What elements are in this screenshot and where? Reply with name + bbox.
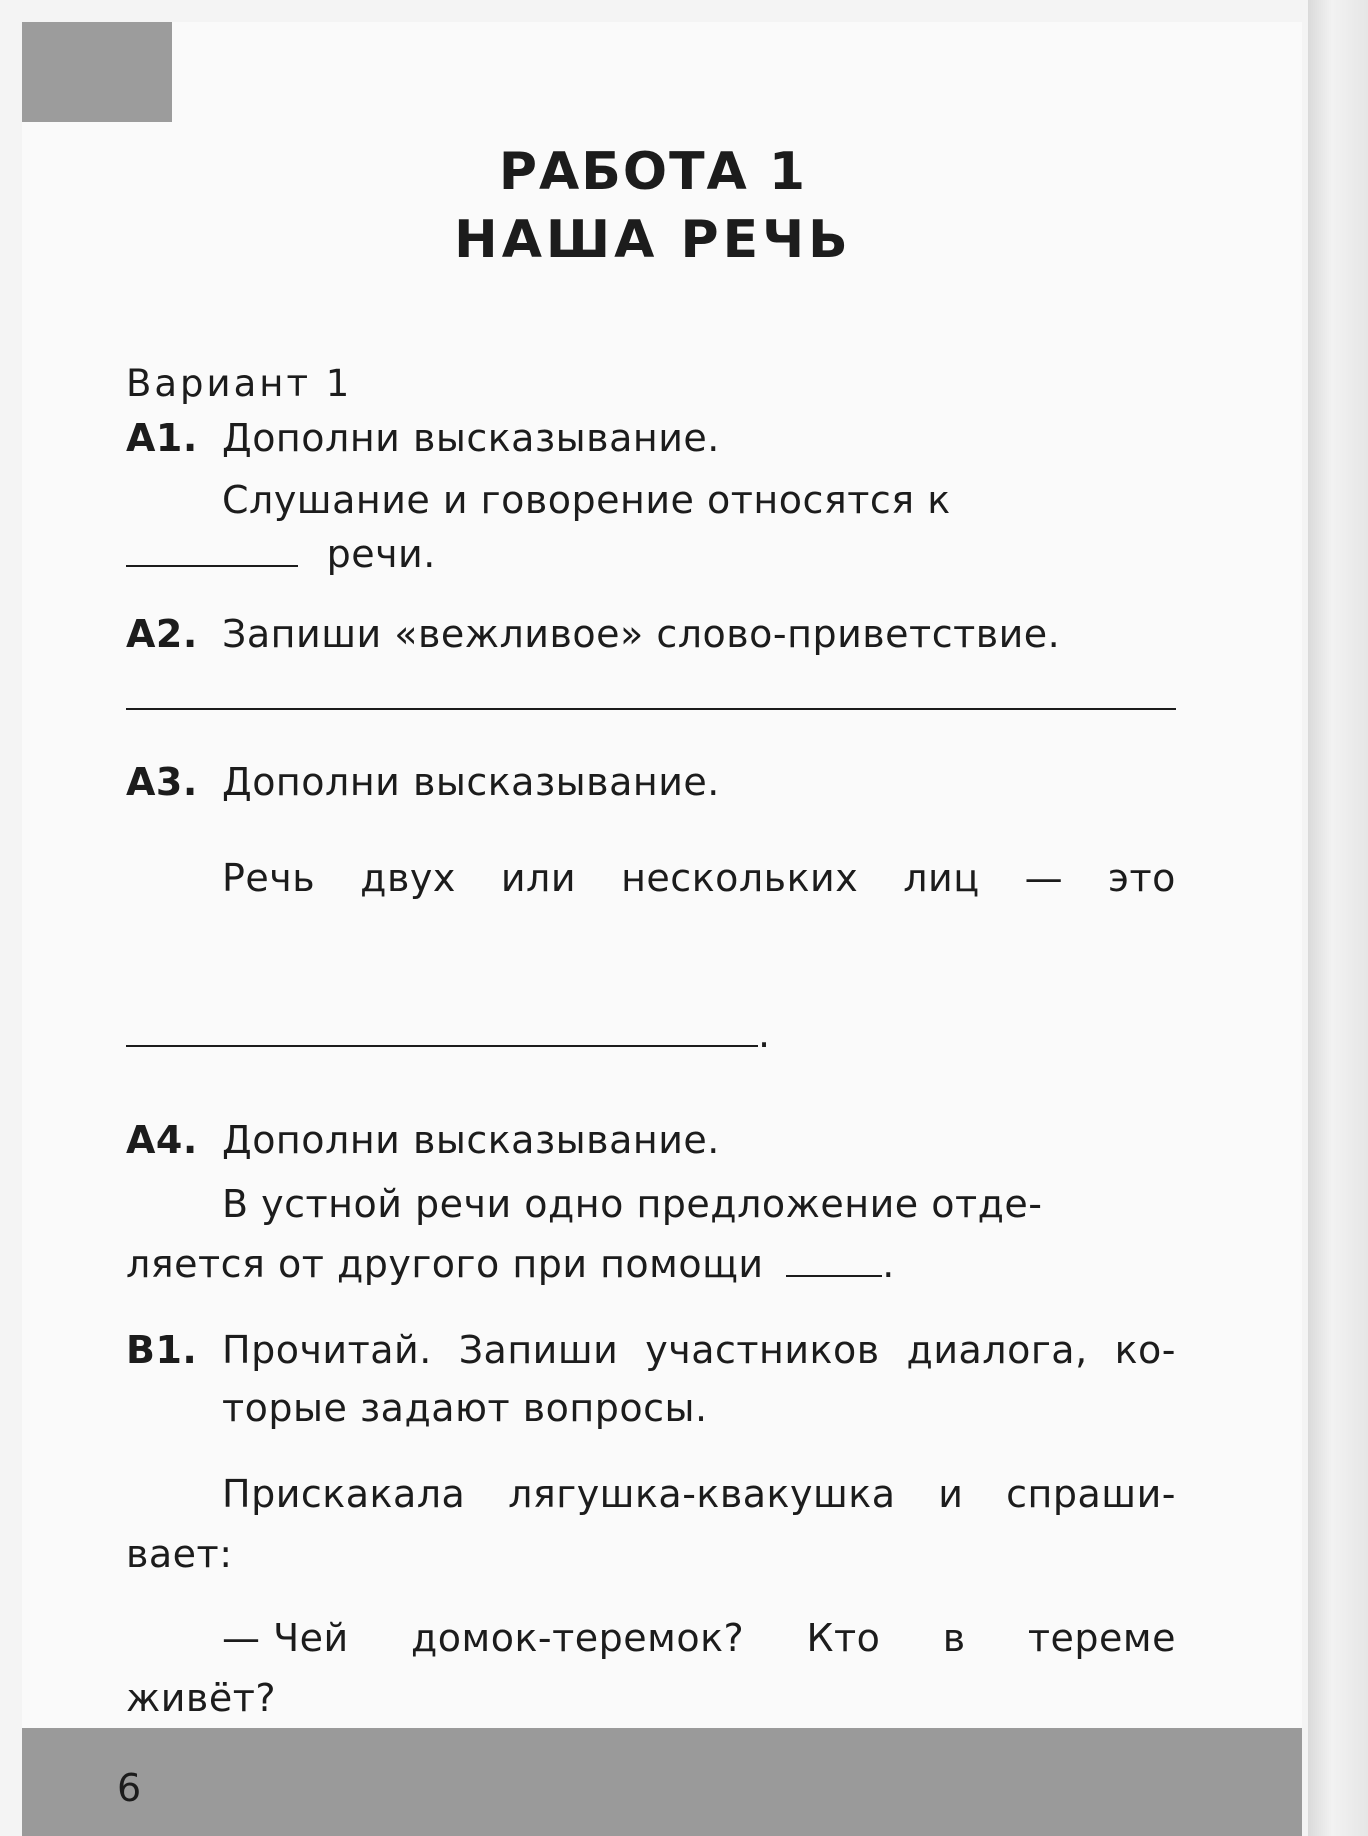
page-number: 6	[117, 1766, 142, 1810]
task-b1-word: участников	[645, 1328, 880, 1372]
task-a1-answer-blank[interactable]	[126, 563, 298, 567]
task-a4-line2-row	[126, 1240, 1176, 1288]
task-a3-word: двух	[360, 856, 456, 900]
task-a3-answer-blank[interactable]	[126, 1043, 758, 1047]
task-a1-answer-row	[126, 530, 1176, 578]
task-b1-text-line3	[126, 1614, 1176, 1662]
task-b1-text-line4: живёт?	[126, 1676, 277, 1720]
workbook-page	[22, 22, 1302, 1836]
task-b1-text-word: Прискакала	[222, 1472, 466, 1516]
task-a1-instruction: Дополни высказывание.	[222, 416, 720, 460]
task-b1-text-word: и	[938, 1472, 964, 1516]
task-a3-answer-row	[126, 1010, 1176, 1058]
task-b1-instruction-line1	[222, 1326, 1176, 1374]
task-a3-number: А3.	[126, 760, 198, 804]
variant-label: Вариант 1	[126, 362, 353, 405]
task-a4	[126, 1116, 1176, 1164]
task-a3-word: Речь	[222, 856, 316, 900]
task-a1-number: А1.	[126, 416, 198, 460]
task-b1-word: ко-	[1114, 1328, 1176, 1372]
task-b1-text-word: Кто	[806, 1616, 881, 1660]
task-a4-line1: В устной речи одно предложение отде-	[222, 1182, 1043, 1226]
task-b1-word: Запиши	[458, 1328, 619, 1372]
task-a3-word: или	[500, 856, 577, 900]
task-a2-answer-line[interactable]	[126, 708, 1176, 710]
task-b1-text-word: тереме	[1027, 1616, 1176, 1660]
task-b1-text-word: домок-теремок?	[411, 1616, 745, 1660]
task-a2	[126, 610, 1176, 658]
task-b1-text-line2: вает:	[126, 1532, 233, 1576]
scan-edge	[1308, 0, 1368, 1836]
task-b1-word: Прочитай.	[222, 1328, 432, 1372]
task-b1-text-word: лягушка-квакушка	[508, 1472, 896, 1516]
task-a3-statement	[126, 854, 1176, 902]
task-a4-answer-blank[interactable]	[786, 1273, 882, 1277]
task-a3	[126, 758, 1176, 806]
task-a4-line2: ляется от другого при помощи	[126, 1242, 764, 1286]
task-a2-instruction: Запиши «вежливое» слово-приветствие.	[222, 612, 1061, 656]
task-b1	[126, 1326, 1176, 1374]
task-a3-word: —	[1024, 856, 1064, 900]
task-b1-instruction-line2: торые задают вопросы.	[222, 1386, 708, 1430]
task-b1-text-word: в	[942, 1616, 966, 1660]
task-a3-instruction: Дополни высказывание.	[222, 760, 720, 804]
task-a3-word: нескольких	[621, 856, 859, 900]
task-b1-text-line1	[126, 1470, 1176, 1518]
task-a1-tail: речи.	[326, 532, 436, 576]
topic-title: НАША РЕЧЬ	[454, 210, 852, 270]
task-a4-tail: .	[882, 1242, 895, 1286]
task-a3-tail: .	[758, 1012, 771, 1056]
task-a4-instruction: Дополни высказывание.	[222, 1118, 720, 1162]
work-title: РАБОТА 1	[498, 142, 808, 202]
footer-band	[22, 1728, 1302, 1836]
task-b1-word: диалога,	[906, 1328, 1088, 1372]
task-a3-word: лиц	[903, 856, 980, 900]
task-a3-word: это	[1108, 856, 1176, 900]
corner-decoration	[22, 22, 172, 122]
task-a2-number: А2.	[126, 612, 198, 656]
task-b1-number: В1.	[126, 1328, 198, 1372]
task-b1-text-word: — Чей	[222, 1616, 349, 1660]
task-a4-number: А4.	[126, 1118, 198, 1162]
task-a1-statement: Слушание и говорение относятся к	[222, 478, 951, 522]
task-a1	[126, 414, 1176, 462]
task-b1-text-word: спраши-	[1006, 1472, 1176, 1516]
